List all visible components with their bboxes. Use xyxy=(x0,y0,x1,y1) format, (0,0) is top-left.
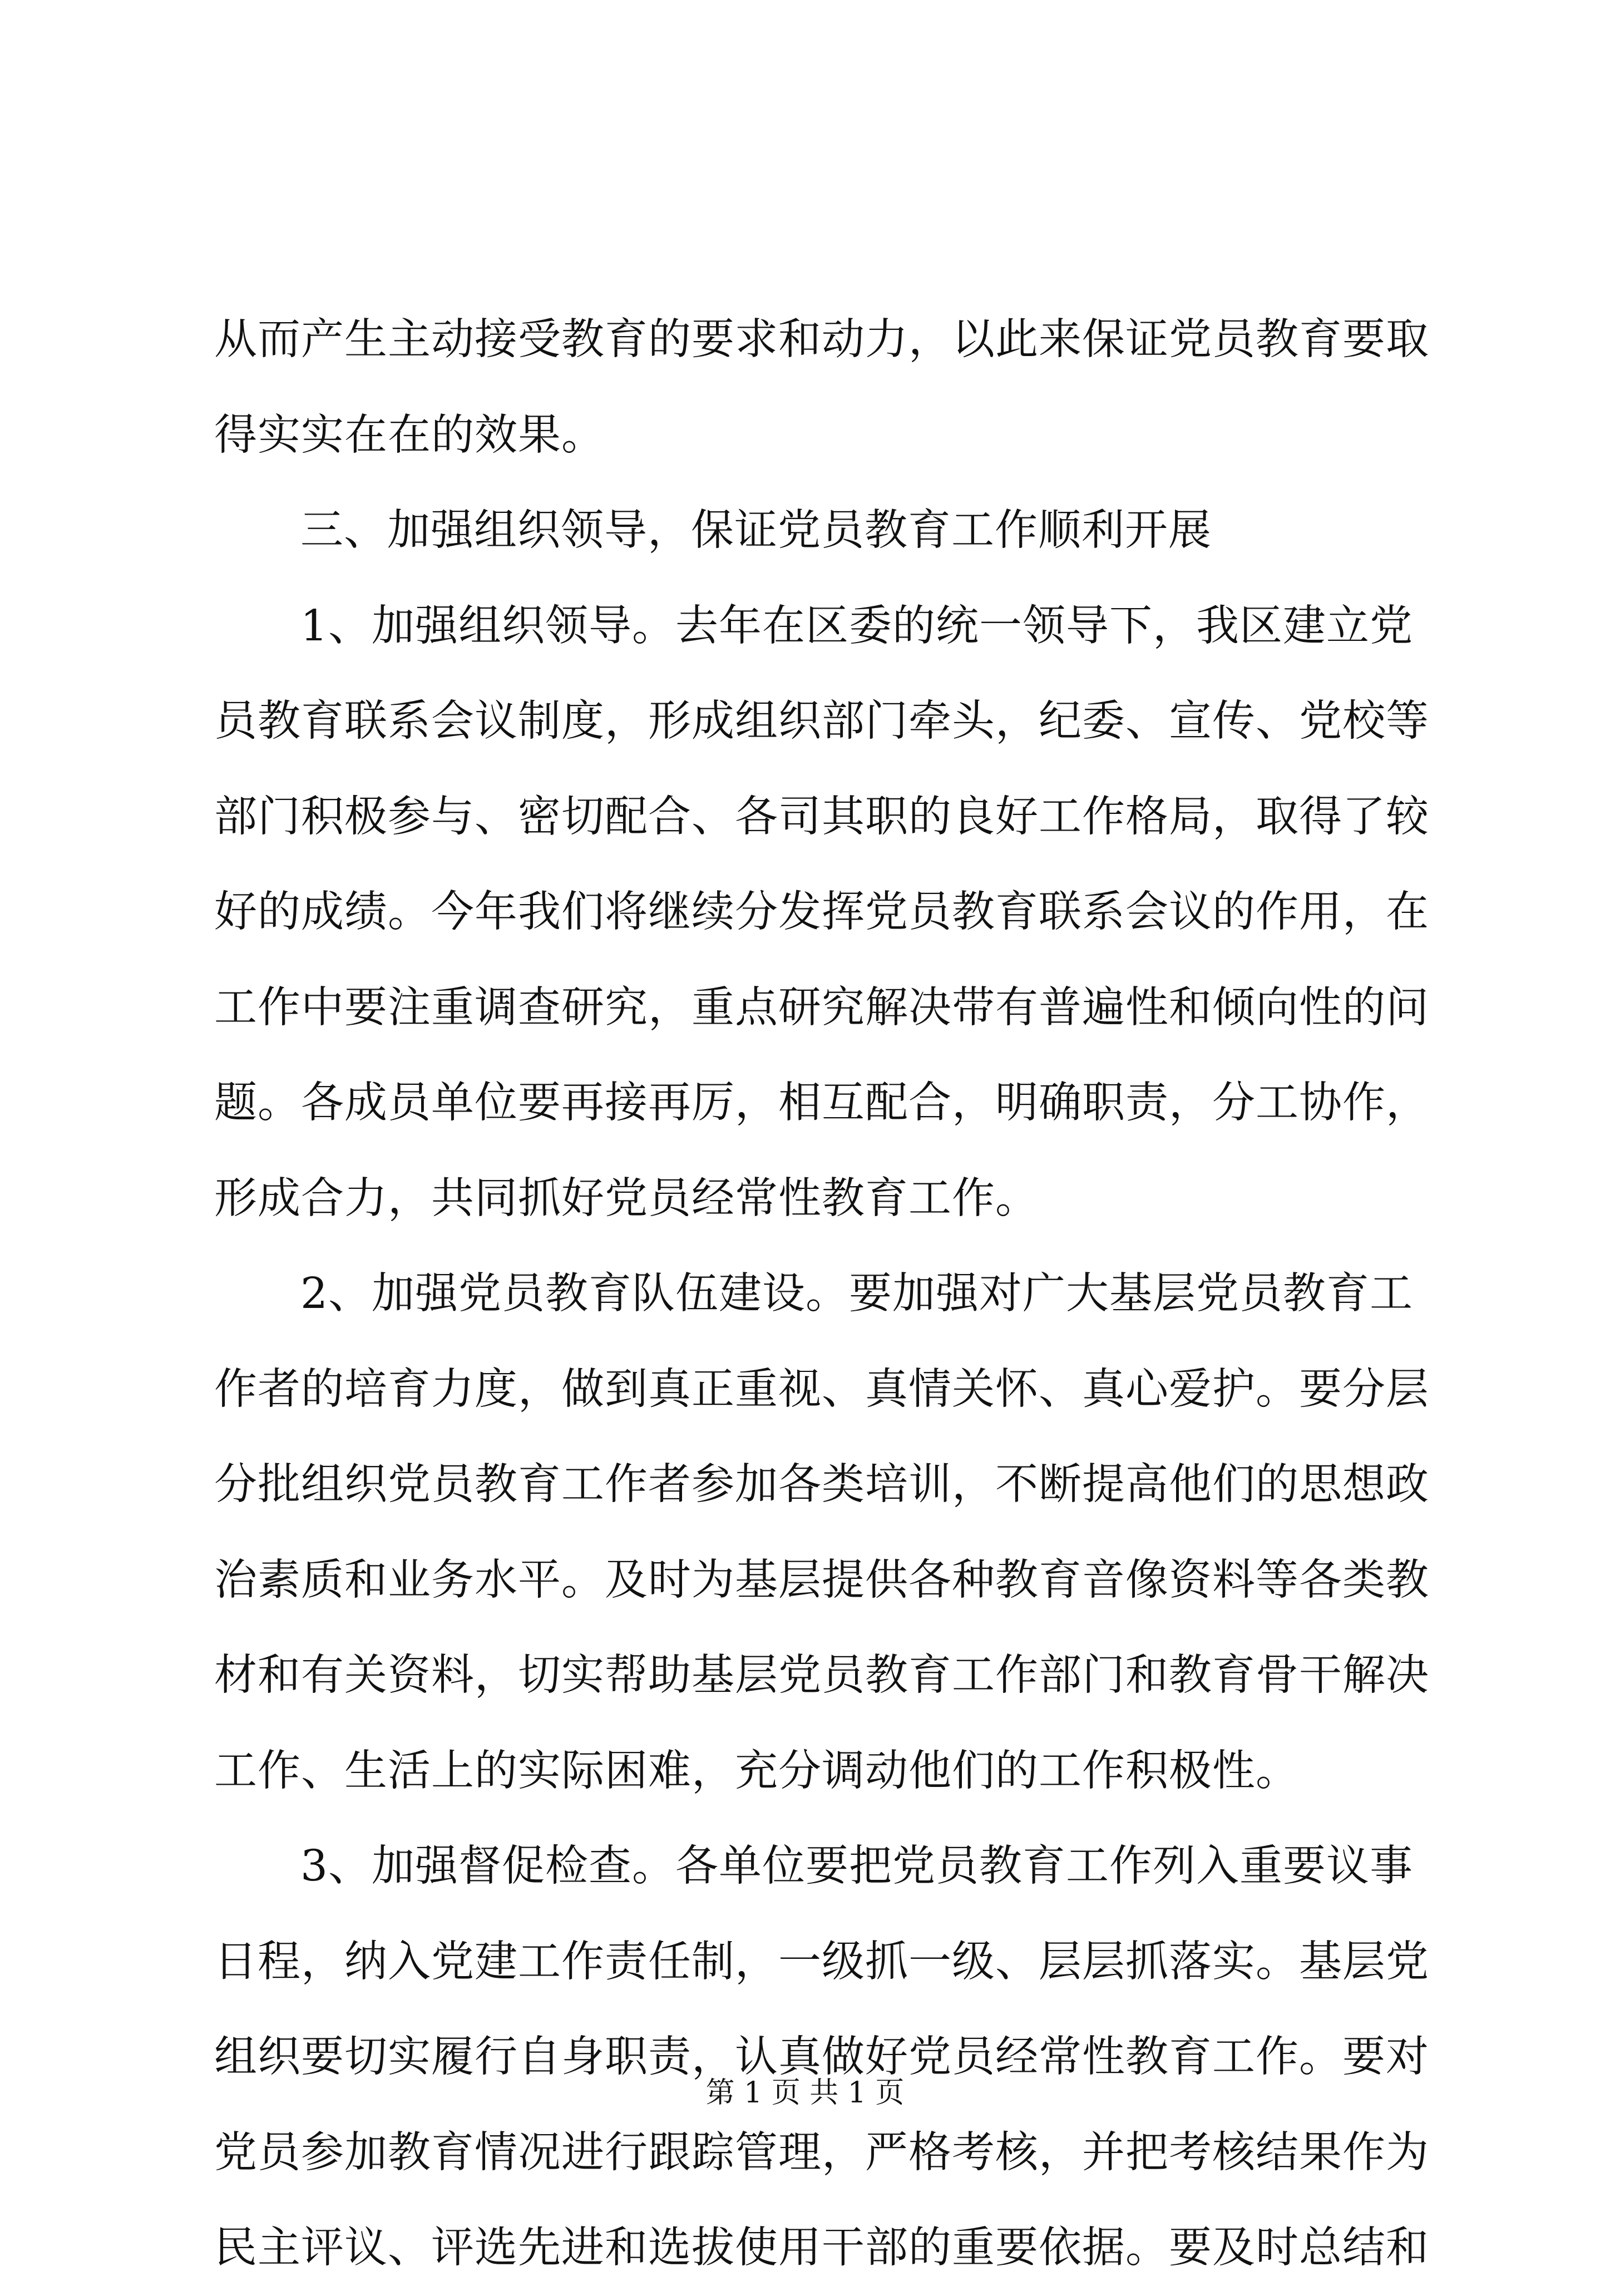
text-line: 题。各成员单位要再接再厉，相互配合，明确职责，分工协作， xyxy=(214,1078,1429,1128)
text-line: 工作、生活上的实际困难，充分调动他们的工作积极性。 xyxy=(214,1746,1299,1796)
text-line: 从而产生主动接受教育的要求和动力，以此来保证党员教育要取 xyxy=(214,315,1429,364)
text-line: 日程，纳入党建工作责任制，一级抓一级、层层抓落实。基层党 xyxy=(214,1937,1429,1987)
page-number: 第 1 页 共 1 页 xyxy=(705,2076,905,2110)
text-line: 1、加强组织领导。去年在区委的统一领导下，我区建立党 xyxy=(300,601,1413,651)
text-line: 得实实在在的效果。 xyxy=(214,410,605,460)
text-line: 员教育联系会议制度，形成组织部门牵头，纪委、宣传、党校等 xyxy=(214,697,1429,746)
page-footer xyxy=(0,2071,1610,2115)
body-text xyxy=(214,292,1429,2296)
section-heading: 三、加强组织领导，保证党员教育工作顺利开展 xyxy=(300,506,1212,555)
text-line: 分批组织党员教育工作者参加各类培训，不断提高他们的思想政 xyxy=(214,1460,1429,1509)
text-line: 材和有关资料，切实帮助基层党员教育工作部门和教育骨干解决 xyxy=(214,1651,1429,1700)
text-line: 党员参加教育情况进行跟踪管理，严格考核，并把考核结果作为 xyxy=(214,2127,1429,2178)
text-line: 作者的培育力度，做到真正重视、真情关怀、真心爱护。要分层 xyxy=(214,1364,1429,1414)
text-line: 工作中要注重调查研究，重点研究解决带有普遍性和倾向性的问 xyxy=(214,982,1429,1033)
text-line: 民主评议、评选先进和选拔使用干部的重要依据。要及时总结和 xyxy=(214,2223,1429,2273)
text-line: 2、加强党员教育队伍建设。要加强对广大基层党员教育工 xyxy=(300,1269,1413,1319)
text-line: 形成合力，共同抓好党员经常性教育工作。 xyxy=(214,1173,1039,1223)
text-line: 治素质和业务水平。及时为基层提供各种教育音像资料等各类教 xyxy=(214,1555,1429,1605)
text-line: 部门积极参与、密切配合、各司其职的良好工作格局，取得了较 xyxy=(214,792,1429,842)
text-line: 3、加强督促检查。各单位要把党员教育工作列入重要议事 xyxy=(300,1841,1413,1891)
text-line: 组织要切实履行自身职责，认真做好党员经常性教育工作。要对 xyxy=(214,2032,1429,2082)
text-line: 好的成绩。今年我们将继续分发挥党员教育联系会议的作用，在 xyxy=(214,887,1429,937)
